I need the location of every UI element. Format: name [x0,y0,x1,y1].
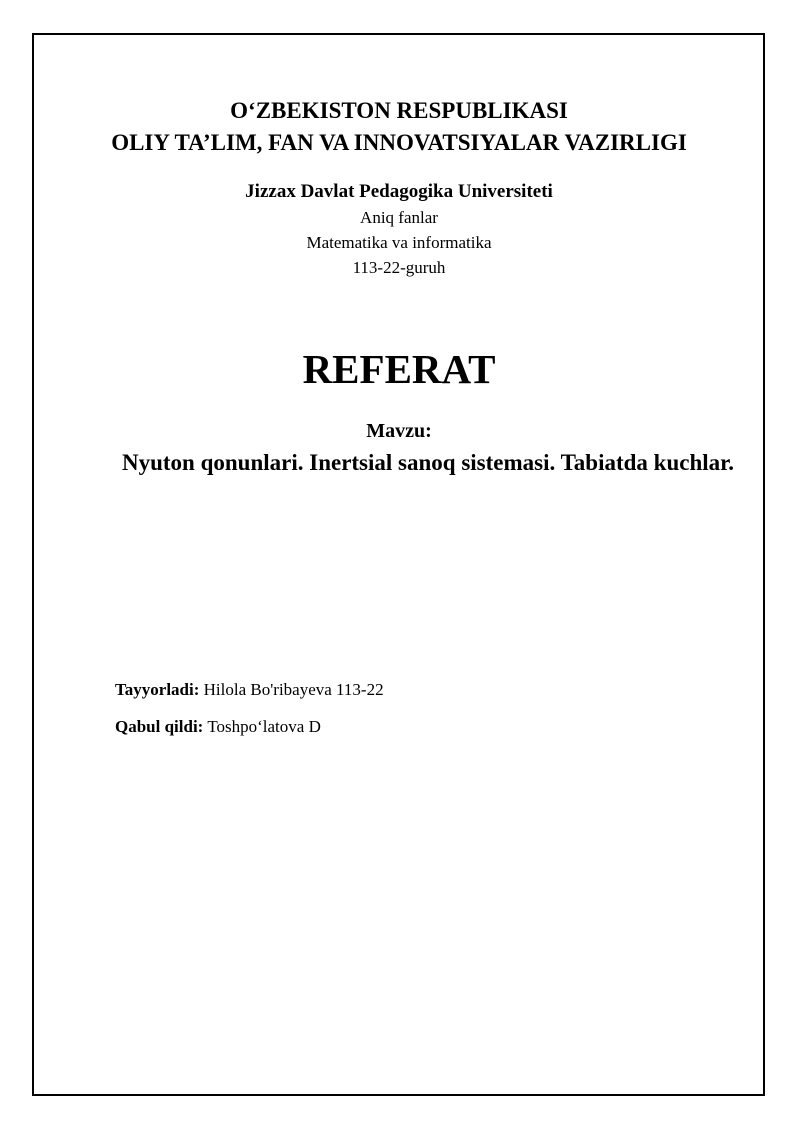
document-title: REFERAT [302,346,496,392]
department-name: Matematika va informatika [306,233,492,252]
prepared-by-label: Tayyorladi: [115,680,200,699]
faculty-name: Aniq fanlar [360,208,438,227]
university-name: Jizzax Davlat Pedagogika Universiteti [245,181,553,202]
country-heading: O‘ZBEKISTON RESPUBLIKASI [230,98,568,123]
topic-label: Mavzu: [366,420,432,442]
topic-text: Nyuton qonunlari. Inertsial sanoq sistemasi. Tabiatda kuchlar. [121,450,734,475]
accepted-by-value: Toshpo‘latova D [207,717,321,736]
accepted-by-label: Qabul qildi: [115,717,204,736]
accepted-by [115,717,321,737]
ministry-heading: OLIY TA’LIM, FAN VA INNOVATSIYALAR VAZIRLIGI [111,130,687,155]
group-name: 113-22-guruh [352,258,446,277]
prepared-by-value: Hilola Bo'ribayeva 113-22 [203,680,384,699]
prepared-by [115,680,384,700]
